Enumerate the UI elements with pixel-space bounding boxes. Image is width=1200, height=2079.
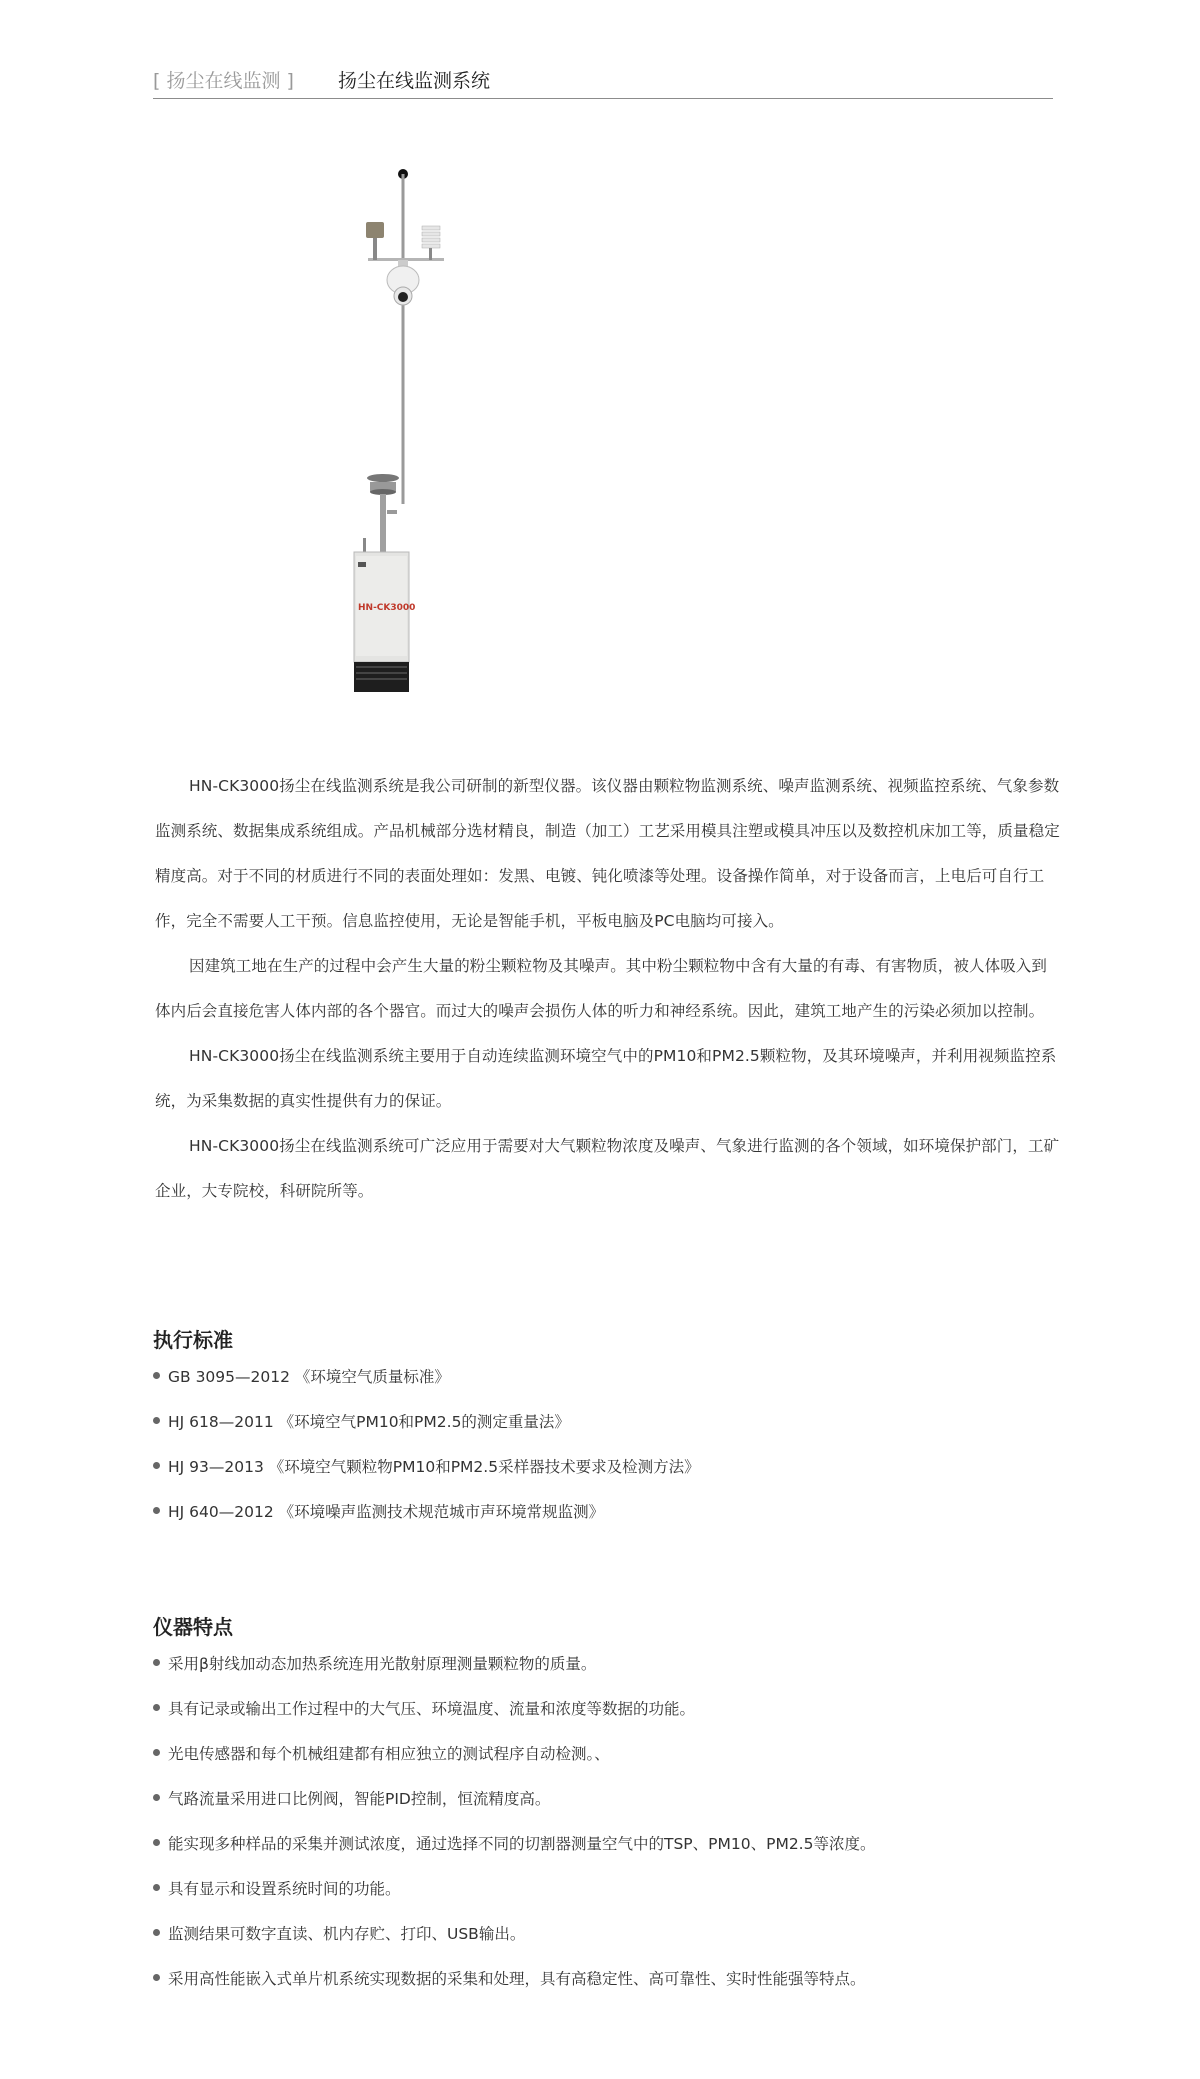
- list-item: [153, 1822, 875, 1867]
- list-item: [153, 1642, 875, 1687]
- feature-text: 气路流量采用进口比例阀，智能PID控制，恒流精度高。: [168, 1790, 551, 1808]
- features-list: [153, 1642, 875, 2002]
- list-item: [153, 1490, 700, 1535]
- list-item: [153, 1732, 875, 1777]
- intro-paragraph: 因建筑工地在生产的过程中会产生大量的粉尘颗粒物及其噪声。其中粉尘颗粒物中含有大量的有毒、有害物质，被人体吸入到体内后会直接危害人体内部的各个器官。而过大的噪声会损伤人体的听力和神经系统。因此，建筑工地产生的污染必须加以控制。: [155, 957, 1048, 1020]
- list-item: [153, 1912, 875, 1957]
- feature-text: 具有记录或输出工作过程中的大气压、环境温度、流量和浓度等数据的功能。: [168, 1700, 696, 1718]
- intro-paragraph: HN-CK3000扬尘在线监测系统可广泛应用于需要对大气颗粒物浓度及噪声、气象进行监测的各个领域，如环境保护部门，工矿企业，大专院校，科研院所等。: [155, 1137, 1060, 1200]
- list-item: [153, 1445, 700, 1490]
- standard-text: HJ 618—2011 《环境空气PM10和PM2.5的测定重量法》: [168, 1413, 570, 1431]
- intro-paragraph: HN-CK3000扬尘在线监测系统是我公司研制的新型仪器。该仪器由颗粒物监测系统、噪声监测系统、视频监控系统、气象参数监测系统、数据集成系统组成。产品机械部分选材精良，制造（加工）工艺采用模具注塑或模具冲压以及数控机床加工等，质量稳定精度高。对于不同的材质进行不同的表面处理如：发黑、电镀、钝化喷漆等处理。设备操作简单，对于设备而言，上电后可自行工作，完全不需要人工干预。信息监控使用，无论是智能手机，平板电脑及PC电脑均可接入。: [155, 777, 1060, 930]
- product-image: [320, 160, 460, 720]
- page-title: 扬尘在线监测系统: [338, 70, 491, 92]
- feature-text: 采用β射线加动态加热系统连用光散射原理测量颗粒物的质量。: [168, 1655, 597, 1673]
- standards-list: [153, 1355, 700, 1535]
- bullet-icon: [153, 1417, 160, 1424]
- intro-paragraph: HN-CK3000扬尘在线监测系统主要用于自动连续监测环境空气中的PM10和PM2.5颗粒物，及其环境噪声，并利用视频监控系统，为采集数据的真实性提供有力的保证。: [155, 1047, 1057, 1110]
- bullet-icon: [153, 1507, 160, 1514]
- list-item: [153, 1957, 875, 2002]
- list-item: [153, 1867, 875, 1912]
- model-label: HN-CK3000: [358, 603, 416, 613]
- list-item: [153, 1687, 875, 1732]
- bullet-icon: [153, 1659, 160, 1666]
- bullet-icon: [153, 1794, 160, 1801]
- feature-text: 具有显示和设置系统时间的功能。: [168, 1880, 401, 1898]
- standards-title: 执行标准: [153, 1328, 233, 1352]
- list-item: [153, 1777, 875, 1822]
- standard-text: GB 3095—2012 《环境空气质量标准》: [168, 1368, 450, 1386]
- bullet-icon: [153, 1839, 160, 1846]
- feature-text: 光电传感器和每个机械组建都有相应独立的测试程序自动检测。、: [168, 1745, 610, 1763]
- feature-text: 能实现多种样品的采集并测试浓度，通过选择不同的切割器测量空气中的TSP、PM10、PM2.5等浓度。: [168, 1835, 876, 1853]
- bullet-icon: [153, 1929, 160, 1936]
- list-item: [153, 1400, 700, 1445]
- bullet-icon: [153, 1704, 160, 1711]
- bullet-icon: [153, 1372, 160, 1379]
- breadcrumb[interactable]: [ 扬尘在线监测 ]: [153, 70, 294, 92]
- intro-section: [155, 764, 1060, 1214]
- page-header: [153, 62, 1053, 99]
- dust-monitor-station-icon: [320, 160, 460, 720]
- features-title: 仪器特点: [153, 1615, 233, 1639]
- bullet-icon: [153, 1462, 160, 1469]
- standard-text: HJ 93—2013 《环境空气颗粒物PM10和PM2.5采样器技术要求及检测方法》: [168, 1458, 700, 1476]
- bullet-icon: [153, 1749, 160, 1756]
- feature-text: 采用高性能嵌入式单片机系统实现数据的采集和处理，具有高稳定性、高可靠性、实时性能强等特点。: [168, 1970, 866, 1988]
- bullet-icon: [153, 1974, 160, 1981]
- feature-text: 监测结果可数字直读、机内存贮、打印、USB输出。: [168, 1925, 526, 1943]
- list-item: [153, 1355, 700, 1400]
- standard-text: HJ 640—2012 《环境噪声监测技术规范城市声环境常规监测》: [168, 1503, 605, 1521]
- bullet-icon: [153, 1884, 160, 1891]
